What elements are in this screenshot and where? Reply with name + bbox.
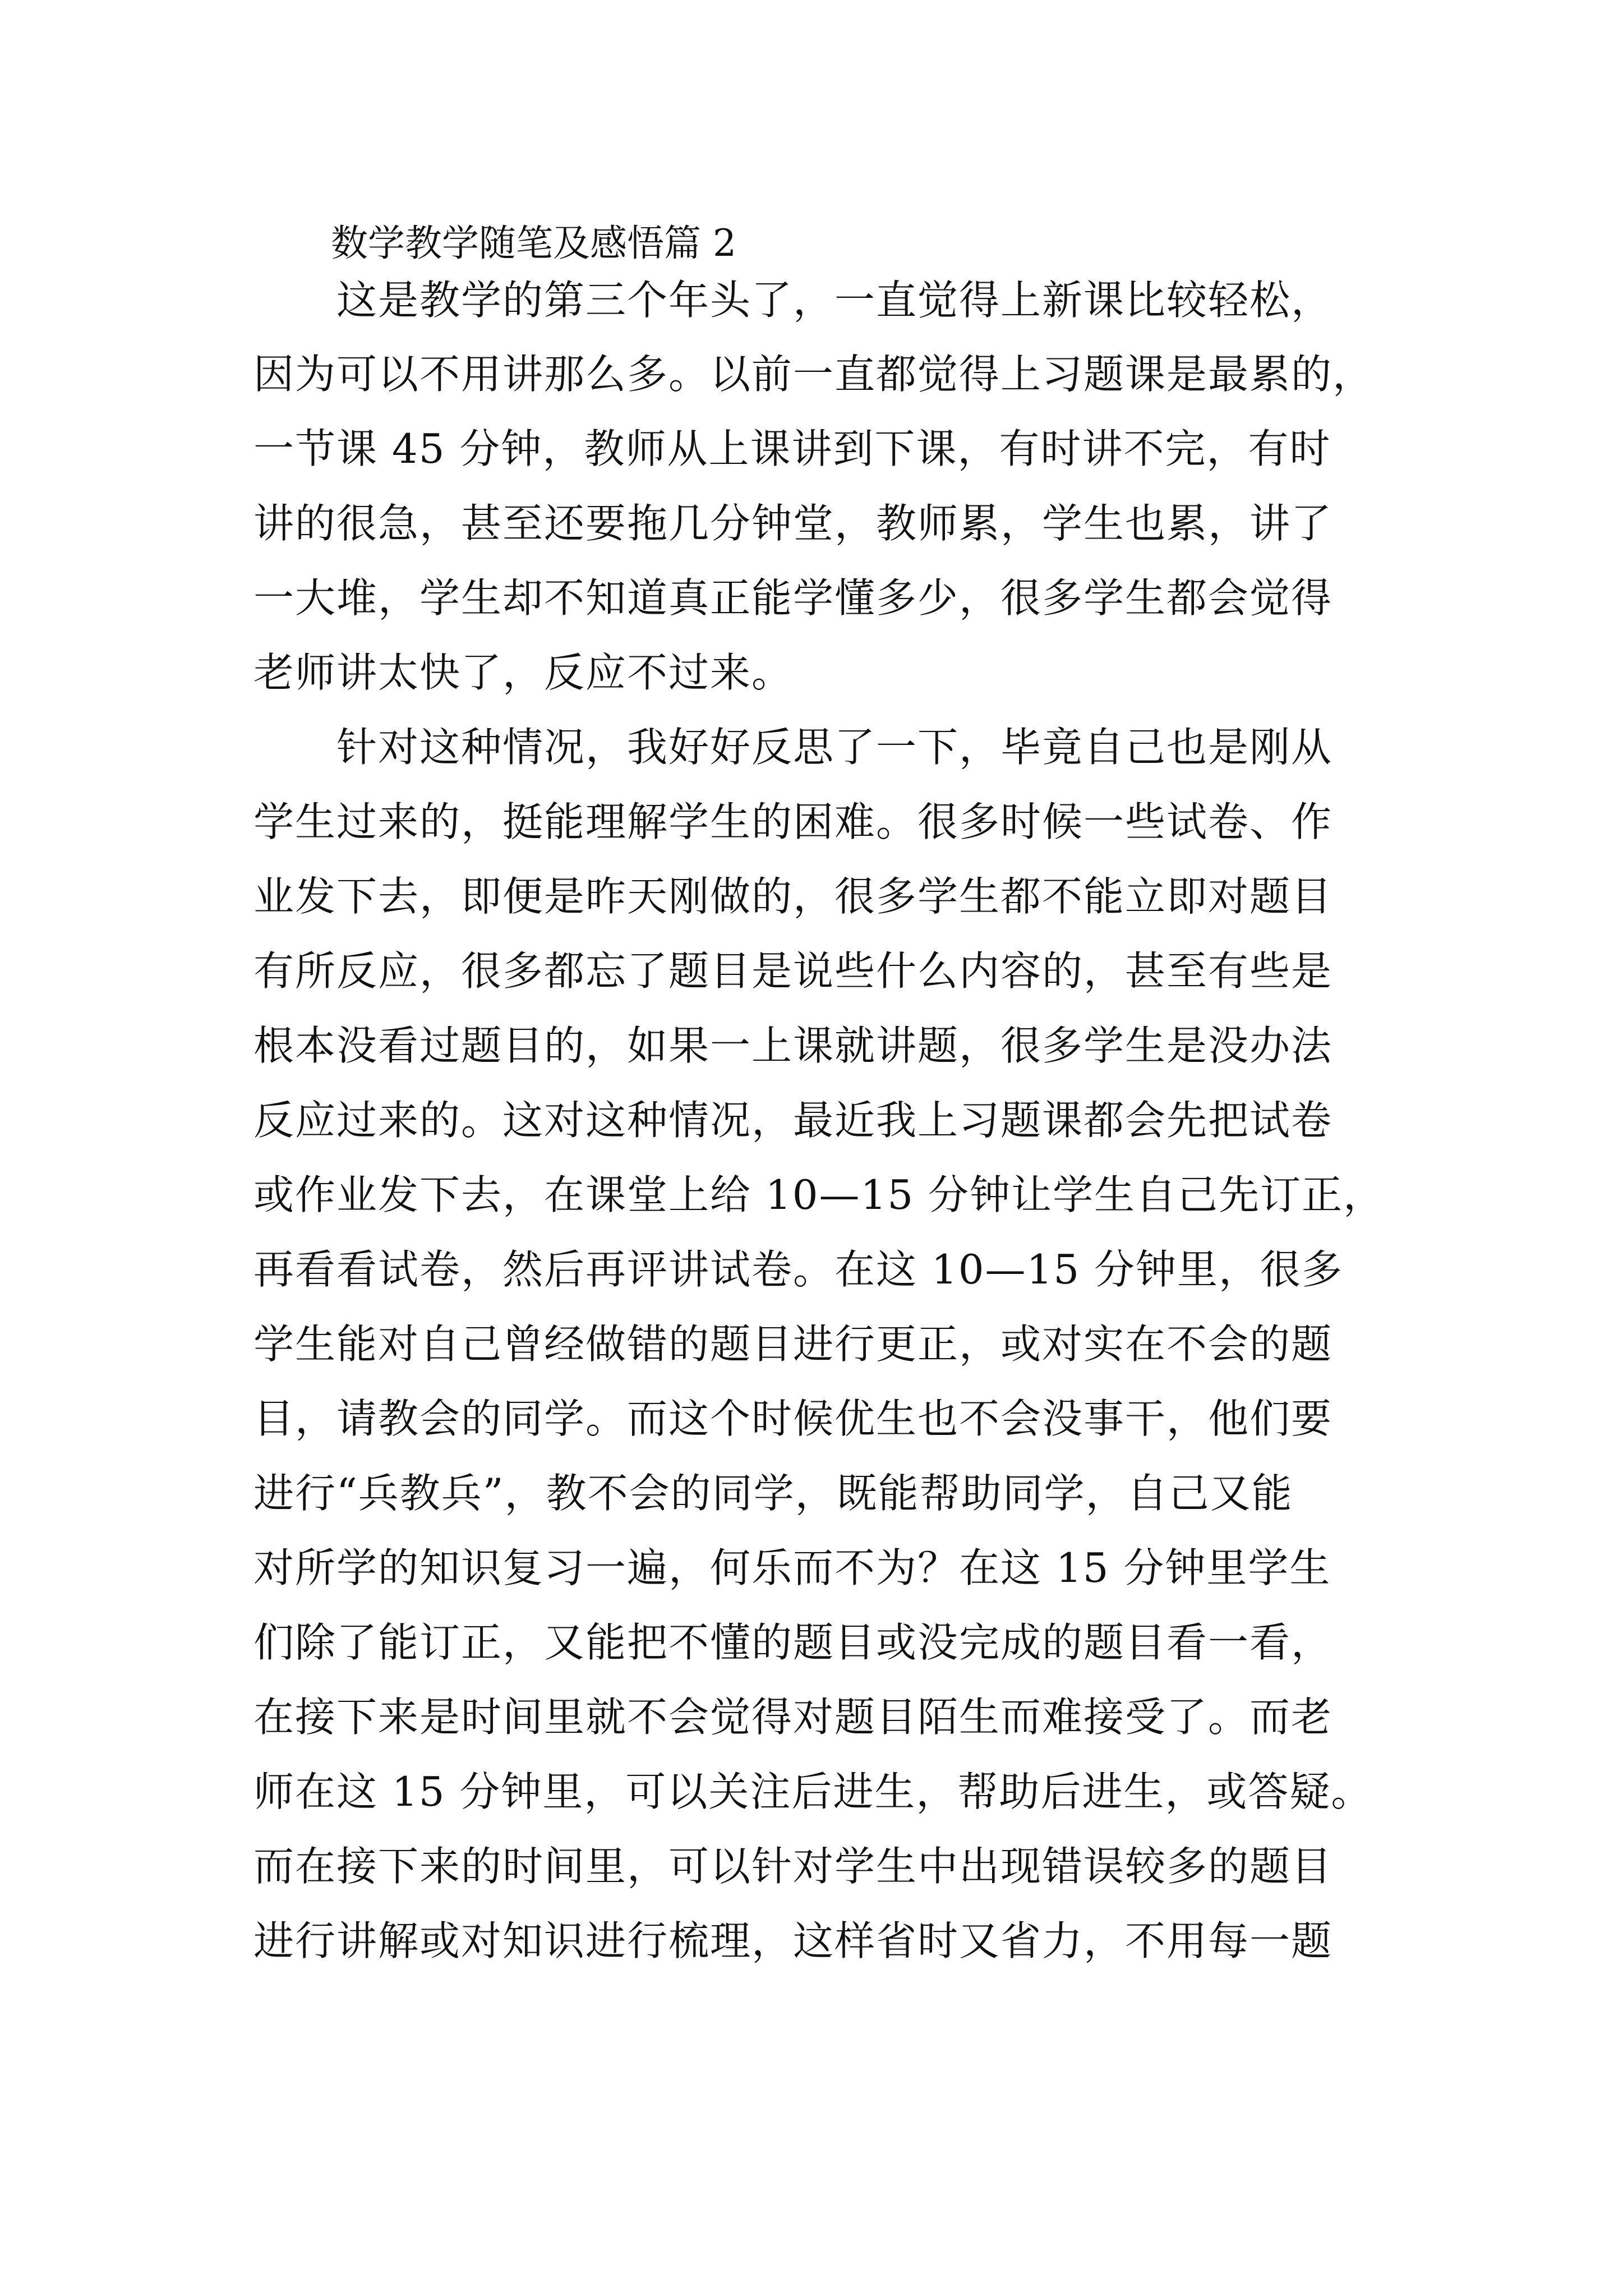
paragraph-line: 这是教学的第三个年头了，一直觉得上新课比较轻松， <box>336 277 1333 324</box>
paragraph-line: 因为可以不用讲那么多。以前一直都觉得上习题课是最累的， <box>253 351 1375 398</box>
paragraph-line: 对所学的知识复习一遍，何乐而不为？在这 15 分钟里学生 <box>253 1544 1331 1591</box>
paragraph-line: 业发下去，即便是昨天刚做的，很多学生都不能立即对题目 <box>253 873 1333 920</box>
paragraph-line: 一大堆，学生却不知道真正能学懂多少，很多学生都会觉得 <box>253 574 1333 622</box>
paragraph-line: 学生过来的，挺能理解学生的困难。很多时候一些试卷、作 <box>253 798 1333 845</box>
paragraph-line: 进行“兵教兵”，教不会的同学，既能帮助同学，自己又能 <box>253 1470 1293 1517</box>
document-title: 数学教学随笔及感悟篇 2 <box>331 222 736 265</box>
paragraph-line: 针对这种情况，我好好反思了一下，毕竟自己也是刚从 <box>336 724 1333 771</box>
paragraph-line: 再看看试卷，然后再评讲试卷。在这 10—15 分钟里，很多 <box>253 1246 1344 1293</box>
paragraph-line: 学生能对自己曾经做错的题目进行更正，或对实在不会的题 <box>253 1320 1333 1368</box>
paragraph-line: 而在接下来的时间里，可以针对学生中出现错误较多的题目 <box>253 1843 1333 1890</box>
paragraph-line: 进行讲解或对知识进行梳理，这样省时又省力，不用每一题 <box>253 1917 1333 1964</box>
paragraph-line: 或作业发下去，在课堂上给 10—15 分钟让学生自己先订正， <box>253 1171 1385 1218</box>
paragraph-line: 师在这 15 分钟里，可以关注后进生，帮助后进生，或答疑。 <box>253 1768 1373 1815</box>
paragraph-line: 讲的很急，甚至还要拖几分钟堂，教师累，学生也累，讲了 <box>253 500 1333 547</box>
paragraph-line: 一节课 45 分钟，教师从上课讲到下课，有时讲不完，有时 <box>253 425 1331 472</box>
paragraph-line: 反应过来的。这对这种情况，最近我上习题课都会先把试卷 <box>253 1097 1333 1144</box>
paragraph-line: 目，请教会的同学。而这个时候优生也不会没事干，他们要 <box>253 1395 1333 1442</box>
paragraph-line: 有所反应，很多都忘了题目是说些什么内容的，甚至有些是 <box>253 947 1333 995</box>
paragraph-line: 在接下来是时间里就不会觉得对题目陌生而难接受了。而老 <box>253 1694 1333 1741</box>
paragraph-line: 根本没看过题目的，如果一上课就讲题，很多学生是没办法 <box>253 1022 1333 1069</box>
paragraph-line: 们除了能订正，又能把不懂的题目或没完成的题目看一看， <box>253 1619 1333 1666</box>
paragraph-line: 老师讲太快了，反应不过来。 <box>253 649 794 696</box>
